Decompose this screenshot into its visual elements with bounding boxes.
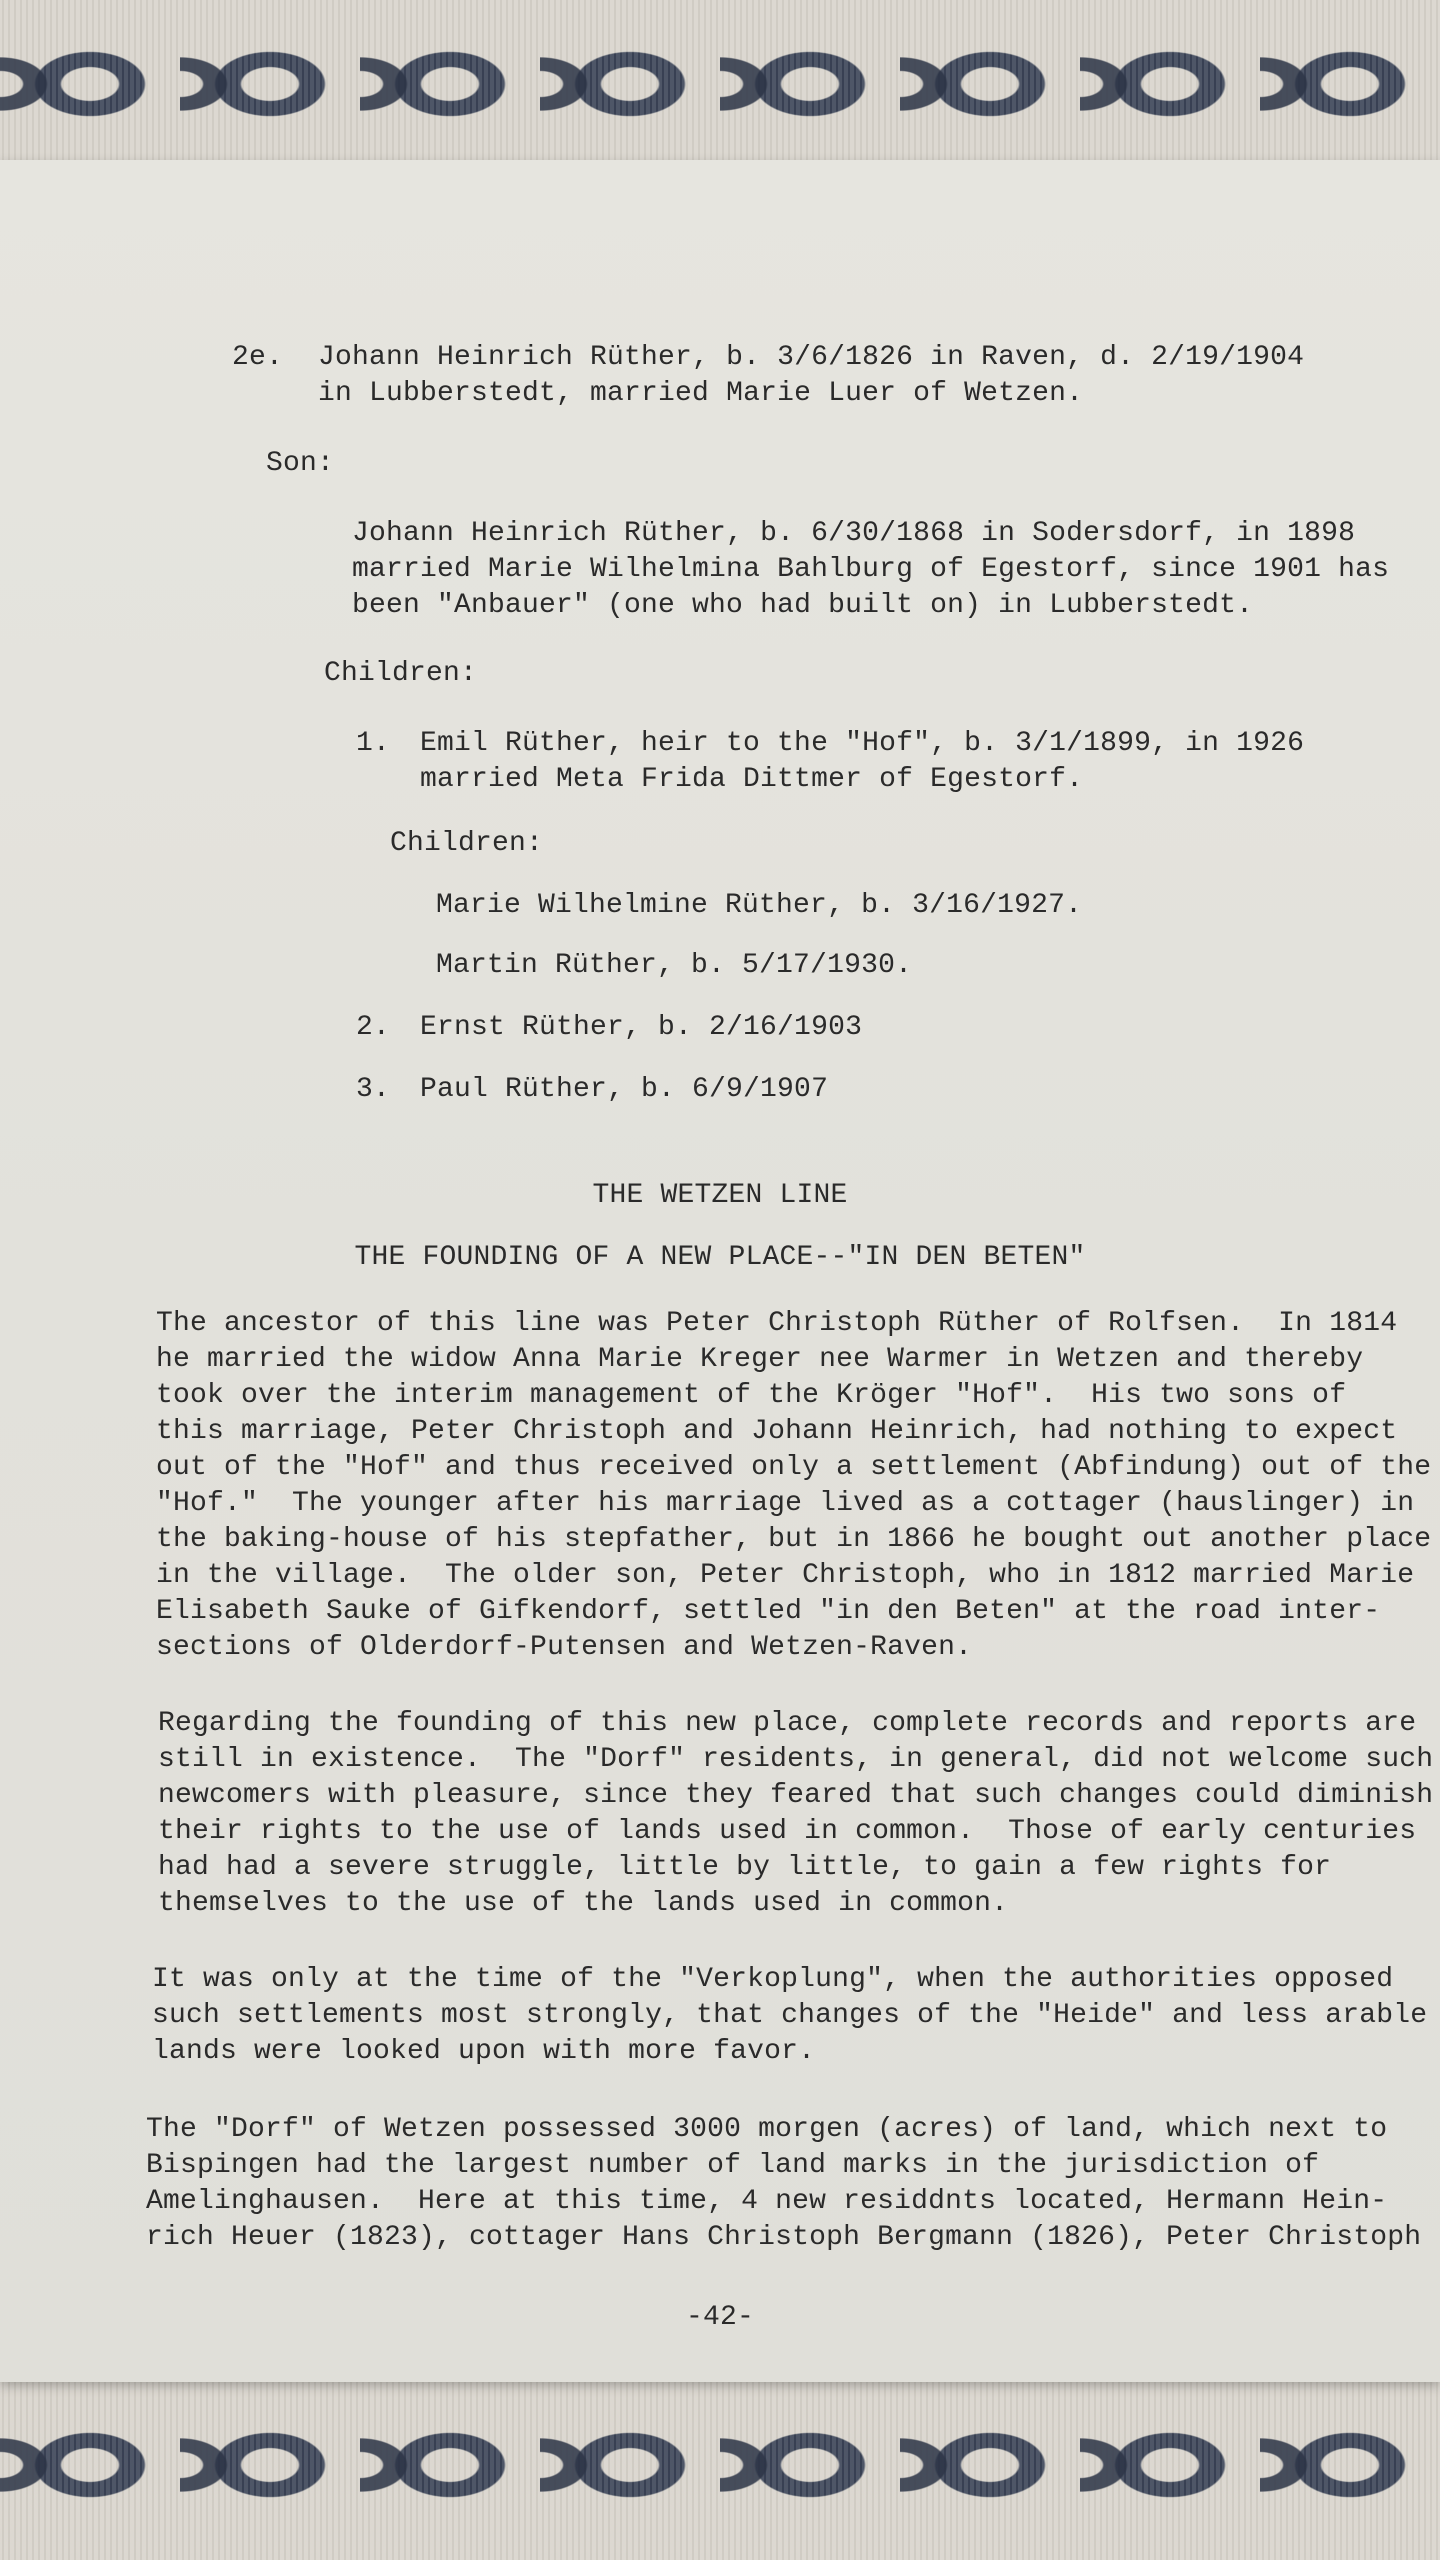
paragraph-2-line: had had a severe struggle, little by little, to gain a few rights for	[158, 1852, 1332, 1883]
son-entry-line-3: been "Anbauer" (one who had built on) in Lubberstedt.	[352, 590, 1254, 621]
child-2-text: Ernst Rüther, b. 2/16/1903	[420, 1012, 863, 1043]
paragraph-1-line: this marriage, Peter Christoph and Johann Heinrich, had nothing to expect	[156, 1416, 1398, 1447]
child-1-line-1: Emil Rüther, heir to the "Hof", b. 3/1/1899, in 1926	[420, 728, 1305, 759]
child-3-number: 3.	[356, 1074, 391, 1105]
entry-2e-line-1: Johann Heinrich Rüther, b. 3/6/1826 in Raven, d. 2/19/1904	[318, 342, 1305, 373]
paragraph-1-line: Elisabeth Sauke of Gifkendorf, settled "in den Beten" at the road inter-	[156, 1596, 1381, 1627]
section-subtitle: THE FOUNDING OF A NEW PLACE--"IN DEN BETEN"	[354, 1242, 1086, 1273]
paragraph-1-line: "Hof." The younger after his marriage lived as a cottager (hauslinger) in	[156, 1488, 1415, 1519]
paragraph-1-line: took over the interim management of the Kröger "Hof". His two sons of	[156, 1380, 1347, 1411]
paragraph-1-line: out of the "Hof" and thus received only a settlement (Abfindung) out of the	[156, 1452, 1432, 1483]
paragraph-3-line: lands were looked upon with more favor.	[152, 2036, 816, 2067]
section-title: THE WETZEN LINE	[592, 1180, 848, 1211]
document-page	[0, 160, 1440, 2382]
grandchild-2: Martin Rüther, b. 5/17/1930.	[436, 950, 913, 981]
son-entry-line-1: Johann Heinrich Rüther, b. 6/30/1868 in Sodersdorf, in 1898	[352, 518, 1356, 549]
grandchild-1: Marie Wilhelmine Rüther, b. 3/16/1927.	[436, 890, 1083, 921]
paragraph-4-line: rich Heuer (1823), cottager Hans Christoph Bergmann (1826), Peter Christoph	[146, 2222, 1422, 2253]
child-1-number: 1.	[356, 728, 391, 759]
paragraph-1-line: the baking-house of his stepfather, but in 1866 he bought out another place	[156, 1524, 1432, 1555]
paragraph-4-line: Amelinghausen. Here at this time, 4 new residdnts located, Hermann Hein-	[146, 2186, 1388, 2217]
paragraph-1-line: he married the widow Anna Marie Kreger nee Warmer in Wetzen and thereby	[156, 1344, 1364, 1375]
paragraph-2-line: newcomers with pleasure, since they feared that such changes could diminish	[158, 1780, 1434, 1811]
paragraph-4-line: The "Dorf" of Wetzen possessed 3000 morgen (acres) of land, which next to	[146, 2114, 1388, 2145]
son-entry-line-2: married Marie Wilhelmina Bahlburg of Egestorf, since 1901 has	[352, 554, 1390, 585]
fabric-band-top	[0, 0, 1440, 168]
child-2-number: 2.	[356, 1012, 391, 1043]
child-3-text: Paul Rüther, b. 6/9/1907	[420, 1074, 829, 1105]
paragraph-2-line: their rights to the use of lands used in common. Those of early centuries	[158, 1816, 1417, 1847]
children-label: Children:	[324, 658, 478, 689]
paragraph-1-line: sections of Olderdorf-Putensen and Wetzen-Raven.	[156, 1632, 973, 1663]
paragraph-1-line: in the village. The older son, Peter Christoph, who in 1812 married Marie	[156, 1560, 1415, 1591]
grandchildren-label: Children:	[390, 828, 544, 859]
paragraph-3-line: such settlements most strongly, that changes of the "Heide" and less arable	[152, 2000, 1428, 2031]
child-1-line-2: married Meta Frida Dittmer of Egestorf.	[420, 764, 1084, 795]
page-number: -42-	[685, 2302, 754, 2333]
fabric-band-bottom	[0, 2370, 1440, 2560]
paragraph-4-line: Bispingen had the largest number of land marks in the jurisdiction of	[146, 2150, 1320, 2181]
paragraph-2-line: still in existence. The "Dorf" residents, in general, did not welcome such	[158, 1744, 1434, 1775]
paragraph-2-line: themselves to the use of the lands used in common.	[158, 1888, 1009, 1919]
entry-number-2e: 2e.	[232, 342, 284, 373]
son-label: Son:	[266, 448, 335, 479]
paragraph-3-line: It was only at the time of the "Verkoplung", when the authorities opposed	[152, 1964, 1394, 1995]
entry-2e-line-2: in Lubberstedt, married Marie Luer of Wetzen.	[318, 378, 1084, 409]
paragraph-1-line: The ancestor of this line was Peter Christoph Rüther of Rolfsen. In 1814	[156, 1308, 1398, 1339]
paragraph-2-line: Regarding the founding of this new place, complete records and reports are	[158, 1708, 1417, 1739]
